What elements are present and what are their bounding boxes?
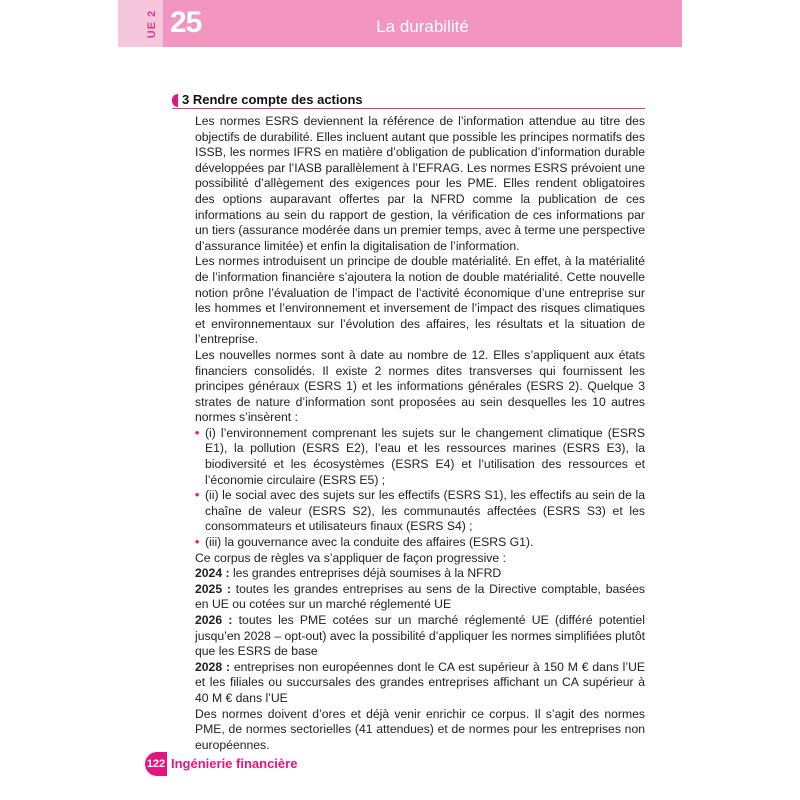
bullet-icon: • <box>195 425 200 440</box>
bullet-icon: • <box>195 535 200 550</box>
chapter-number: 25 <box>170 6 202 39</box>
list-item: • (ii) le social avec des sujets sur les effectifs (ESRS S1), les effectifs au sein de la chaîne de valeur (ESRS S2), les communautés affectées (ESRS S3) et les consommateurs et utilisateurs finaux (ESRS S4) ; <box>195 488 645 534</box>
paragraph: Les nouvelles normes sont à date au nombre de 12. Elles s’appliquent aux états financiers consolidés. Il existe 2 normes dites transverses qui fournissent les principes généraux (ESRS 1) et les informations générales (ESRS 2). Quelque 3 strates de nature d’information sont proposées au sein desquelles les 10 autres normes s’insèrent : <box>195 347 645 425</box>
paragraph: Les normes ESRS deviennent la référence de l’information attendue au titre des objectifs de durabilité. Elles incluent autant que possible les principes normatifs des ISSB, les normes IFRS en matière d’obligation de publication d’information durable développées par l’IASB parallèlement à l’EFRAG. Les normes ESRS prévoient une possibilité d’allègement des exigences pour les PME. Elles rendent obligatoires des options auparavant offertes par la NFRD comme la publication de ces informations au sein du rapport de gestion, la vérification de ces informations par un tiers (assurance modérée dans un premier temps, avec à terme une perspective d’assurance limitée) et enfin la digitalisation de l’information. <box>195 114 645 253</box>
bullet-list <box>195 426 645 551</box>
ue-label: UE 2 <box>146 9 158 39</box>
timeline-item: 2025 : toutes les grandes entreprises au sens de la Directive comptable, basées en UE ou cotées sur un marché réglementé UE <box>195 581 645 612</box>
timeline-item: 2028 : entreprises non européennes dont le CA est supérieur à 150 M € dans l’UE et les filiales ou succursales des grandes entreprises affichant un CA supérieur à 40 M € dans l’UE <box>195 659 646 705</box>
paragraph: Des normes doivent d’ores et déjà venir enrichir ce corpus. Il s’agit des normes PME, de normes sectorielles (41 attendues) et de normes pour les entreprises non européennes. <box>195 706 645 752</box>
bullet-icon: • <box>195 488 200 503</box>
section-heading <box>172 92 645 109</box>
section-marker-icon <box>172 94 178 107</box>
book-title: Ingénierie financière <box>171 756 298 771</box>
section-title: 3 Rendre compte des actions <box>182 92 363 107</box>
page-number: 122 <box>145 752 167 776</box>
paragraph: Les normes introduisent un principe de double matérialité. En effet, à la matérialité de l’information financière s’ajoutera la notion de double matérialité. Cette nouvelle notion prône l’évaluation de l’impact de l’activité économique d’une entreprise sur les hommes et l’environnement et inversement de l’impact des risques climatiques et environnementaux sur l’évolution des affaires, les résultats et la situation de l’entreprise. <box>195 254 645 347</box>
timeline-item: 2026 : toutes les PME cotées sur un marché réglementé UE (différé potentiel jusqu’en 2028 – opt-out) avec la possibilité d’appliquer les normes simplifiées plutôt que les ESRS de base <box>195 613 645 659</box>
list-item: • (i) l’environnement comprenant les sujets sur le changement climatique (ESRS E1), la pollution (ESRS E2), l’eau et les ressources marines (ESRS E3), la biodiversité et les écosystèmes (ESRS E4) et l’utilisation des ressources et l’économie circulaire (ESRS E5) ; <box>195 425 645 487</box>
timeline-item: 2024 : les grandes entreprises déjà soumises à la NFRD <box>195 566 502 581</box>
paragraph: Ce corpus de règles va s’appliquer de façon progressive : <box>195 550 506 565</box>
body-text <box>195 114 645 753</box>
chapter-title: La durabilité <box>376 17 469 36</box>
list-item: • (iii) la gouvernance avec la conduite des affaires (ESRS G1). <box>195 535 534 550</box>
